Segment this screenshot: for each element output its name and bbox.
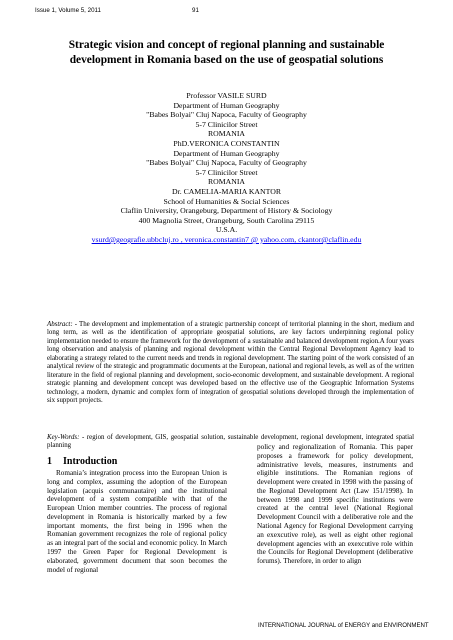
author-line: Department of Human Geography — [173, 148, 280, 158]
body-paragraph: policy and regionalization of Romania. This paper proposes a framework for policy development, administrative levels, measures, instruments and eligible institutions. The Romanian regions of development were created in 1998 with the passing of the Regional Development Act (Law 151/1998). In between 1998 and 1999 specific institutions were created at the central level (National Regional Development Council with a deliberative role and the National Agency for Regional Development carrying an exexcutive role), as well as eight other regional development agencies with an exexcutive role within the Councils for Regional Development (deliberative forums). Therefore, in order to align — [257, 443, 413, 566]
journal-footer: INTERNATIONAL JOURNAL of ENERGY and ENVIRONMENT — [258, 622, 429, 629]
author-line: ROMANIA — [207, 177, 246, 187]
author-line: Department of Human Geography — [173, 100, 280, 110]
email-links[interactable]: vsurd@geografie.ubbcluj.ro , veronica.constantin7 @ yahoo.com, ckantor@claflin.edu — [91, 234, 362, 244]
section-heading — [47, 456, 117, 467]
author-line: U.S.A. — [215, 225, 238, 235]
paper-title: Strategic vision and concept of regional planning and sustainable development in Romania based on the use of geospatial solutions — [68, 39, 385, 66]
keywords-text: - region of development, GIS, geospatial solution, sustainable development, regional development, integrated spatial planning — [47, 434, 414, 450]
body-paragraph: Romania’s integration process into the European Union is long and complex, assuming the adoption of the European legislation (acquis communautaire) and the institutional development of a system compatible with that of the European Union member countries. The process of regional development in Romania is historically marked by a few important moments, the first being in 1996 when the Romanian government recognizes the role of regional policy as an integral part of the social and economic policy. In March 1997 the Green Paper for Regional Development is elaborated, government document that soon becomes the model of regional — [47, 469, 227, 574]
abstract-text: - The development and implementation of a strategic partnership concept of territorial planning in the short, medium and long term, as well as the identification of appropriate geospatial solutions, are key factors underpinning regional policy implementation needed to ensure the framework for the development of a sustainable and balanced development region.A four years long observation and analysis of planning and regional development within the Central Regional Development Agency lead to elaborating a strategy related to the current needs and trends in regional development. The starting point of the work consisted of an analytical review of the strategic and programmatic documents at the European, national and regional levels, as well as of the written literature in the field of regional planning and development, socio-economic development, and sustainable development. A regional strategic planning and development concept was developed based on the effective use of the Geographic Information Systems technology, a modern, dynamic and complex form of integration of geospatial solutions developed through the implementation of six support projects. — [47, 321, 414, 405]
page-number: 91 — [192, 7, 199, 14]
author-line: Dr. CAMELIA-MARIA KANTOR — [171, 186, 281, 196]
section-title: Introduction — [63, 456, 118, 467]
issue-info: Issue 1, Volume 5, 2011 — [35, 7, 101, 14]
author-line: ROMANIA — [207, 129, 246, 139]
author-line: 400 Magnolia Street, Orangeburg, South Carolina 29115 — [138, 215, 315, 225]
author-line: PhD.VERONICA CONSTANTIN — [173, 138, 280, 148]
author-line: Claflin University, Orangeburg, Department of History & Sociology — [120, 206, 333, 216]
author-line: School of Humanities & Social Sciences — [163, 196, 290, 206]
author-block — [40, 91, 413, 245]
author-line: Professor VASILE SURD — [186, 91, 267, 100]
body-column-left — [47, 469, 227, 574]
section-number: 1 — [47, 456, 52, 467]
abstract-label: Abstract: — [47, 321, 73, 328]
author-line: "Babes Bolyai" Cluj Napoca, Faculty of Geography — [146, 110, 307, 120]
author-line: 5-7 Clinicilor Street — [195, 167, 258, 177]
abstract — [47, 321, 414, 406]
body-column-right — [257, 443, 413, 566]
author-line: 5-7 Clinicilor Street — [195, 119, 258, 129]
author-line: "Babes Bolyai" Cluj Napoca, Faculty of Geography — [146, 158, 307, 168]
running-header — [35, 7, 420, 14]
keywords-label: Key-Words: — [47, 434, 80, 441]
